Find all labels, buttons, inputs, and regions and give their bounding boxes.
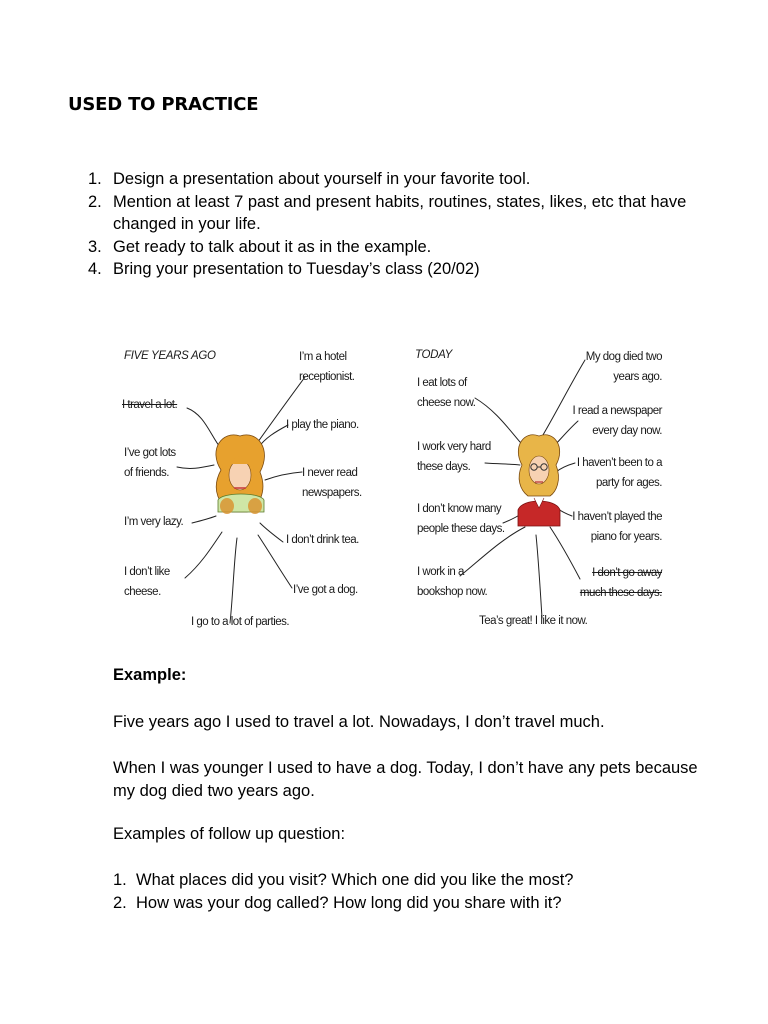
followup-questions-list xyxy=(113,869,703,914)
present-label: Tea’s great! I like it now. xyxy=(479,615,588,627)
present-label: I haven’t played the piano for years. xyxy=(572,511,662,543)
list-number: 2. xyxy=(113,893,127,912)
past-label: I go to a lot of parties. xyxy=(191,616,290,628)
instructions-list xyxy=(88,168,698,281)
instruction-item xyxy=(88,168,698,191)
instruction-item xyxy=(88,191,698,236)
present-label: I work in a bookshop now. xyxy=(417,566,488,598)
present-label: I haven’t been to a party for ages. xyxy=(576,457,662,489)
list-number: 1. xyxy=(88,170,102,188)
present-label: I work very hard these days. xyxy=(417,441,491,473)
example-paragraph: Five years ago I used to travel a lot. Nowadays, I don’t travel much. xyxy=(113,713,605,731)
list-number: 1. xyxy=(113,871,127,889)
past-label: I travel a lot. xyxy=(122,399,178,411)
present-label: I eat lots of cheese now. xyxy=(417,377,476,409)
instruction-item xyxy=(88,258,698,281)
instruction-item xyxy=(88,236,698,259)
instruction-text: Mention at least 7 past and present habits, routines, states, likes, etc that have changed in your life. xyxy=(113,192,687,233)
instruction-text: Bring your presentation to Tuesday’s class (20/02) xyxy=(113,260,480,278)
instruction-text: Design a presentation about yourself in your favorite tool. xyxy=(113,170,531,188)
list-number: 3. xyxy=(88,237,102,256)
past-label: I never read newspapers. xyxy=(302,467,362,499)
question-item xyxy=(113,869,703,892)
list-number: 2. xyxy=(88,192,102,211)
present-label: My dog died two years ago. xyxy=(585,351,662,383)
question-text: What places did you visit? Which one did you like the most? xyxy=(136,871,574,889)
used-to-illustration xyxy=(110,330,670,645)
past-label: I’ve got lots of friends. xyxy=(124,447,176,479)
past-label: I’m a hotel receptionist. xyxy=(299,351,355,383)
list-number: 4. xyxy=(88,260,102,278)
question-text: How was your dog called? How long did you share with it? xyxy=(136,893,562,912)
past-label: I’m very lazy. xyxy=(124,516,184,528)
present-heading: TODAY xyxy=(415,349,453,361)
present-label: I don’t go away much these days. xyxy=(579,567,662,599)
example-paragraph: When I was younger I used to have a dog. Today, I don’t have any pets because my dog died two years ago. xyxy=(113,759,698,800)
past-woman-figure xyxy=(216,435,265,514)
present-label: I don’t know many people these days. xyxy=(417,503,505,535)
example-heading: Example: xyxy=(113,666,187,684)
question-item xyxy=(113,892,703,915)
past-label: I play the piano. xyxy=(286,419,359,431)
past-heading: FIVE YEARS AGO xyxy=(124,350,216,362)
past-label: I don’t like cheese. xyxy=(124,566,170,598)
past-label: I don’t drink tea. xyxy=(286,534,359,546)
page-title: USED TO PRACTICE xyxy=(68,94,259,115)
instruction-text: Get ready to talk about it as in the example. xyxy=(113,237,432,256)
present-label: I read a newspaper every day now. xyxy=(572,405,662,437)
past-label: I’ve got a dog. xyxy=(293,584,358,596)
followup-intro: Examples of follow up question: xyxy=(113,825,346,843)
